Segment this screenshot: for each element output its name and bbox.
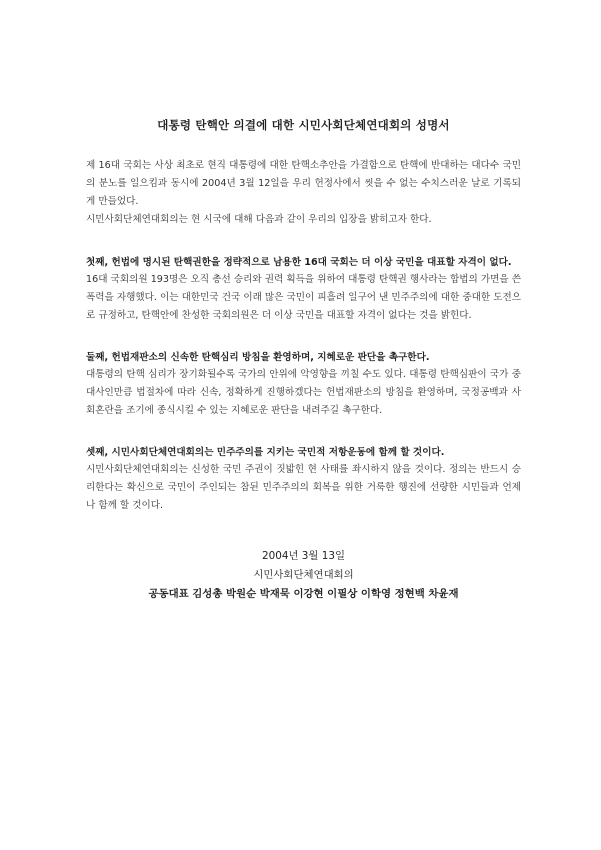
document-title: 대통령 탄핵안 의결에 대한 시민사회단체연대회의 성명서 xyxy=(157,118,450,132)
section-heading: 셋째, 시민사회단체연대회의는 민주주의를 지키는 국민적 저항운동에 함께 할 것이다. xyxy=(86,447,445,458)
signature-organization: 시민사회단체연대회의 xyxy=(253,569,354,581)
section-second xyxy=(86,349,521,420)
intro-paragraph: 제 16대 국회는 사상 최초로 현직 대통령에 대한 탄핵소추안을 가결함으로 탄핵에 반대하는 대다수 국민의 분노를 일으킴과 동시에 2004년 3월 12일을 우리 헌정사에서 씻을 수 없는 수치스러운 날로 기록되게 만들었다. xyxy=(86,160,521,207)
signature-representatives: 공동대표 김성총 박원순 박재묵 이강현 이필상 이학영 정현백 차윤재 xyxy=(148,588,459,600)
section-first xyxy=(86,254,521,325)
section-body: 16대 국회의원 193명은 오직 총선 승리와 권력 획득을 위하여 대통령 탄핵권 행사라는 합법의 가면을 쓴 폭력을 자행했다. 이는 대한민국 건국 이래 많은 국민이 피흘려 일구어 낸 민주주의에 대한 중대한 도전으로 규정하고, 탄핵안에 찬성한 국회의원은 더 이상 국민을 대표할 자격이 없다는 것을 밝힌다. xyxy=(86,274,521,321)
section-body: 시민사회단체연대회의는 신성한 국민 주권이 짓밟힌 현 사태를 좌시하지 않을 것이다. 정의는 반드시 승리한다는 확신으로 국민이 주인되는 참된 민주주의의 회복을 위한 거룩한 행진에 선량한 시민들과 언제나 함께 할 것이다. xyxy=(86,464,521,511)
intro-position-statement: 시민사회단체연대회의는 현 시국에 대해 다음과 같이 우리의 입장을 밝히고자 한다. xyxy=(86,214,432,225)
signature-date: 2004년 3월 13일 xyxy=(262,550,345,562)
signature-block xyxy=(86,547,521,604)
section-heading: 첫째, 헌법에 명시된 탄핵권한을 정략적으로 남용한 16대 국회는 더 이상 국민을 대표할 자격이 없다. xyxy=(86,257,512,268)
section-heading: 둘째, 헌법재판소의 신속한 탄핵심리 방침을 환영하며, 지혜로운 판단을 촉구한다. xyxy=(86,352,430,363)
section-body: 대통령의 탄핵 심리가 장기화될수록 국가의 안위에 악영향을 끼칠 수도 있다. 대통령 탄핵심판이 국가 중대사인만큼 법절차에 따라 신속, 정확하게 진행하겠다는 헌법재판소의 방침을 환영하며, 국정공백과 사회혼란을 조기에 종식시킬 수 있는 지혜로운 판단을 내려주길 촉구한다. xyxy=(86,369,521,416)
section-third xyxy=(86,444,521,515)
